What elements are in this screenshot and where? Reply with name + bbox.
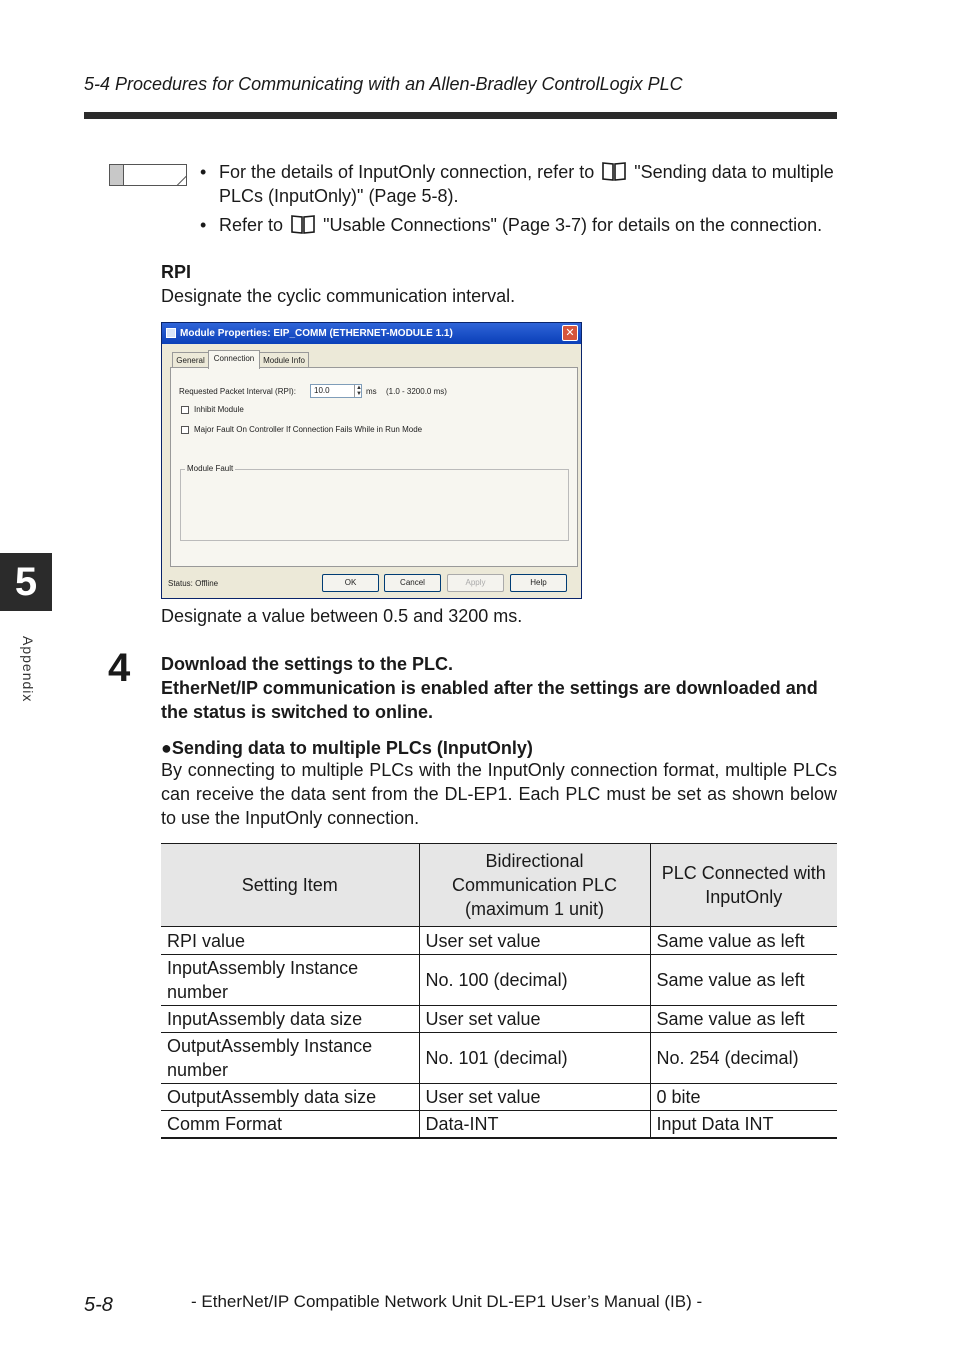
- rpi-range: (1.0 - 3200.0 ms): [386, 387, 447, 396]
- inhibit-module-checkbox[interactable]: [181, 406, 189, 414]
- table-header-cell: Bidirectional Communication PLC (maximum 1 unit): [419, 844, 650, 927]
- app-icon: [166, 328, 176, 338]
- chapter-tab: 5: [0, 553, 52, 611]
- rpi-unit: ms: [366, 387, 377, 396]
- page-header-title: 5-4 Procedures for Communicating with an Allen-Bradley ControlLogix PLC: [84, 74, 683, 94]
- table-cell: Same value as left: [650, 955, 837, 1006]
- note-item: [200, 160, 840, 208]
- cancel-button[interactable]: Cancel: [384, 574, 441, 592]
- chapter-label: Appendix: [20, 636, 36, 703]
- table-row: [161, 1006, 837, 1033]
- table-cell: Comm Format: [161, 1111, 419, 1138]
- module-fault-group: [180, 464, 569, 541]
- settings-table: [161, 843, 837, 1139]
- rpi-heading: RPI: [161, 262, 192, 282]
- close-button[interactable]: ✕: [562, 325, 578, 341]
- table-cell: InputAssembly Instance number: [161, 955, 419, 1006]
- table-cell: Input Data INT: [650, 1111, 837, 1138]
- table-header-cell: PLC Connected with InputOnly: [650, 844, 837, 927]
- major-fault-label: Major Fault On Controller If Connection Fails While in Run Mode: [194, 425, 423, 434]
- header-rule: [84, 112, 837, 119]
- tab-connection[interactable]: Connection: [208, 350, 260, 369]
- connection-panel: [170, 367, 578, 567]
- inhibit-module-label: Inhibit Module: [194, 405, 244, 414]
- table-cell: No. 101 (decimal): [419, 1033, 650, 1084]
- module-fault-label: Module Fault: [187, 464, 234, 473]
- module-properties-dialog: [161, 322, 582, 599]
- table-header-cell: Setting Item: [161, 844, 419, 927]
- section-description: By connecting to multiple PLCs with the InputOnly connection format, multiple PLCs can receive the data sent from the DL-EP1. Each PLC must be set as shown below to use the InputOnly connection.: [161, 760, 837, 828]
- note-text-after[interactable]: "Usable Connections" (Page 3-7) for details on the connection.: [323, 215, 823, 235]
- bullet-dot: •: [200, 215, 207, 235]
- table-cell: Same value as left: [650, 1006, 837, 1033]
- note-item: [200, 213, 840, 237]
- book-reference-icon: [601, 161, 627, 181]
- table-cell: No. 100 (decimal): [419, 955, 650, 1006]
- section-heading: ●Sending data to multiple PLCs (InputOnly): [161, 738, 533, 758]
- table-cell: User set value: [419, 927, 650, 955]
- table-cell: Same value as left: [650, 927, 837, 955]
- table-cell: User set value: [419, 1006, 650, 1033]
- note-list: [200, 160, 840, 242]
- table-header-row: [161, 844, 837, 927]
- table-row: [161, 927, 837, 955]
- apply-button[interactable]: Apply: [447, 574, 504, 592]
- table-cell: OutputAssembly data size: [161, 1084, 419, 1111]
- tab-general[interactable]: General: [172, 352, 209, 368]
- table-row: [161, 955, 837, 1006]
- dialog-status: Status: Offline: [168, 579, 219, 588]
- help-button[interactable]: Help: [510, 574, 567, 592]
- table-cell: InputAssembly data size: [161, 1006, 419, 1033]
- table-cell: No. 254 (decimal): [650, 1033, 837, 1084]
- table-cell: 0 bite: [650, 1084, 837, 1111]
- tab-module-info[interactable]: Module Info: [259, 352, 309, 368]
- note-text-before: For the details of InputOnly connection, refer to: [219, 162, 595, 182]
- rpi-spinner[interactable]: ▲ ▼: [354, 385, 363, 397]
- dialog-title: Module Properties: EIP_COMM (ETHERNET-MODULE 1.1): [180, 328, 453, 339]
- footer-text: - EtherNet/IP Compatible Network Unit DL-EP1 User’s Manual (IB) -: [191, 1292, 703, 1311]
- step-line-2: EtherNet/IP communication is enabled after the settings are downloaded and the status is switched to online.: [161, 678, 818, 722]
- dialog-titlebar[interactable]: [162, 323, 581, 344]
- rpi-caption: Designate a value between 0.5 and 3200 ms.: [161, 606, 523, 626]
- note-text-after[interactable]: "Sending data to multiple PLCs (InputOnly)" (Page 5-8).: [219, 162, 834, 206]
- table-cell: User set value: [419, 1084, 650, 1111]
- table-cell: RPI value: [161, 927, 419, 955]
- table-row: [161, 1111, 837, 1138]
- table-row: [161, 1084, 837, 1111]
- bullet-dot: •: [200, 162, 207, 182]
- note-icon: [109, 164, 187, 186]
- table-cell: OutputAssembly Instance number: [161, 1033, 419, 1084]
- page-number: 5-8: [84, 1294, 113, 1316]
- rpi-input[interactable]: 10.0: [310, 384, 362, 398]
- table-cell: Data-INT: [419, 1111, 650, 1138]
- table-row: [161, 1033, 837, 1084]
- step-line-1: Download the settings to the PLC.: [161, 654, 453, 674]
- major-fault-checkbox[interactable]: [181, 426, 189, 434]
- step-number: 4: [108, 646, 131, 690]
- ok-button[interactable]: OK: [322, 574, 379, 592]
- rpi-field-label: Requested Packet Interval (RPI):: [179, 387, 296, 396]
- rpi-description: Designate the cyclic communication interval.: [161, 286, 516, 306]
- note-text-before: Refer to: [219, 215, 284, 235]
- step-text: [161, 652, 841, 724]
- book-reference-icon: [290, 214, 316, 234]
